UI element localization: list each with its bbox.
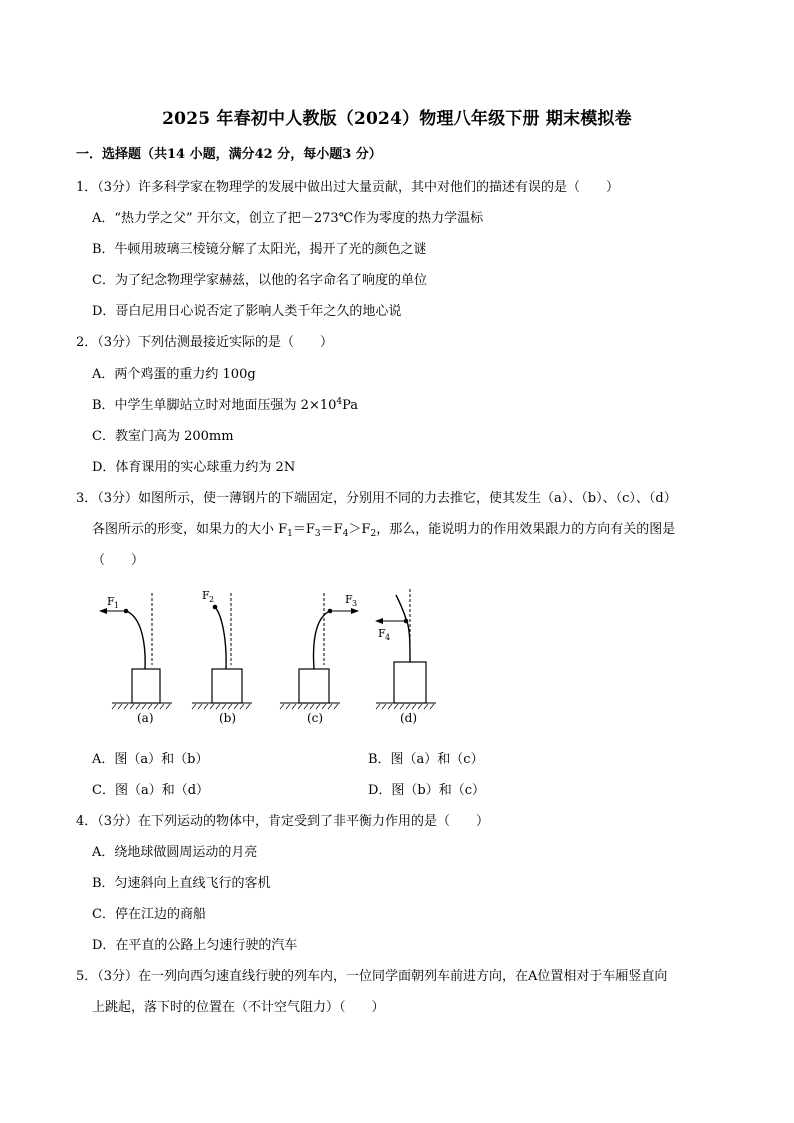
- stem-text: 各图所示的形变，如果力的大小 F: [92, 522, 288, 537]
- panel-d: [376, 589, 436, 725]
- steel-strip-diagram: [94, 585, 440, 730]
- question-3-option-d[interactable]: D．图（b）和（c）: [368, 783, 486, 798]
- stem-text: ＝F: [292, 522, 315, 537]
- steel-strip: [215, 607, 226, 669]
- section-heading: 一．选择题（共14 小题，满分42 分，每小题3 分）: [76, 147, 382, 162]
- force-label: F: [345, 593, 353, 606]
- question-4-option-d[interactable]: D．在平直的公路上匀速行驶的汽车: [92, 938, 298, 953]
- question-5-stem-line2: 上跳起，落下时的位置在（不计空气阻力）（ ）: [92, 1000, 385, 1015]
- stem-text: ＝F: [320, 522, 343, 537]
- page-title: 2025 年春初中人教版（2024）物理八年级下册 期末模拟卷: [162, 109, 632, 129]
- force-subscript: 4: [385, 633, 391, 642]
- force-label: F: [107, 595, 115, 608]
- force-label: F: [202, 589, 210, 602]
- panel-label: (c): [307, 711, 324, 725]
- stem-text: ，那么，能说明力的作用效果跟力的方向有关的图是: [376, 522, 676, 537]
- force-label: F: [378, 627, 386, 640]
- question-4-option-c[interactable]: C．停在江边的商船: [92, 907, 206, 922]
- force-subscript: 1: [114, 601, 120, 610]
- base-block: [132, 669, 160, 703]
- base-block: [212, 669, 242, 703]
- question-5-stem-line1: 5．（3分）在一列向西匀速直线行驶的列车内，一位同学面朝列车前进方向，在A位置相对于车厢竖直向: [76, 969, 668, 984]
- panel-a: [100, 593, 172, 725]
- question-3-stem-line3: （ ）: [92, 553, 145, 568]
- steel-strip: [396, 595, 410, 662]
- subscript: 4: [342, 529, 349, 539]
- panel-b: [192, 589, 252, 725]
- option-b-text: B．中学生单脚站立时对地面压强为 2×10: [92, 398, 337, 413]
- question-2-option-c[interactable]: C．教室门高为 200mm: [92, 429, 234, 444]
- question-1-stem: 1．（3分）许多科学家在物理学的发展中做出过大量贡献，其中对他们的描述有误的是（ ）: [76, 180, 620, 195]
- question-4-option-b[interactable]: B．匀速斜向上直线飞行的客机: [92, 876, 271, 891]
- panel-c: [280, 593, 358, 725]
- question-2-stem: 2．（3分）下列估测最接近实际的是（ ）: [76, 335, 334, 350]
- question-3-option-c[interactable]: C．图（a）和（d）: [92, 783, 210, 798]
- base-block: [299, 669, 329, 703]
- subscript: 2: [370, 529, 377, 539]
- question-3-figure: [94, 585, 440, 730]
- unit: Pa: [342, 398, 359, 413]
- question-3-option-b[interactable]: B．图（a）和（c）: [368, 752, 484, 767]
- subscript: 1: [287, 529, 293, 539]
- question-1-option-a[interactable]: A．“热力学之父” 开尔文，创立了把－273℃作为零度的热力学温标: [92, 211, 484, 226]
- question-4-option-a[interactable]: A．绕地球做圆周运动的月亮: [92, 845, 258, 860]
- question-3-option-a[interactable]: A．图（a）和（b）: [92, 752, 209, 767]
- question-3-stem-line2: [92, 518, 675, 539]
- exponent: 4: [336, 397, 343, 407]
- subscript: 3: [314, 529, 321, 539]
- question-2-option-b[interactable]: [92, 394, 358, 413]
- panel-label: (b): [219, 711, 237, 725]
- question-3-stem-line1: 3．（3分）如图所示，使一薄钢片的下端固定，分别用不同的力去推它，使其发生（a）、（b）、（c）、（d）: [76, 491, 677, 506]
- question-1-option-b[interactable]: B．牛顿用玻璃三棱镜分解了太阳光，揭开了光的颜色之谜: [92, 242, 427, 257]
- question-2-option-a[interactable]: A．两个鸡蛋的重力约 100g: [92, 367, 256, 382]
- force-subscript: 3: [352, 599, 358, 608]
- force-subscript: 2: [209, 595, 215, 604]
- question-1-option-c[interactable]: C．为了纪念物理学家赫兹，以他的名字命名了响度的单位: [92, 273, 427, 288]
- steel-strip: [314, 611, 330, 669]
- panel-label: (a): [137, 711, 154, 725]
- stem-text: ＞F: [348, 522, 371, 537]
- steel-strip: [126, 611, 145, 669]
- question-2-option-d[interactable]: D．体育课用的实心球重力约为 2N: [92, 460, 296, 475]
- question-4-stem: 4．（3分）在下列运动的物体中，肯定受到了非平衡力作用的是（ ）: [76, 814, 490, 829]
- question-1-option-d[interactable]: D．哥白尼用日心说否定了影响人类千年之久的地心说: [92, 304, 402, 319]
- base-block: [394, 662, 426, 703]
- panel-label: (d): [400, 711, 418, 725]
